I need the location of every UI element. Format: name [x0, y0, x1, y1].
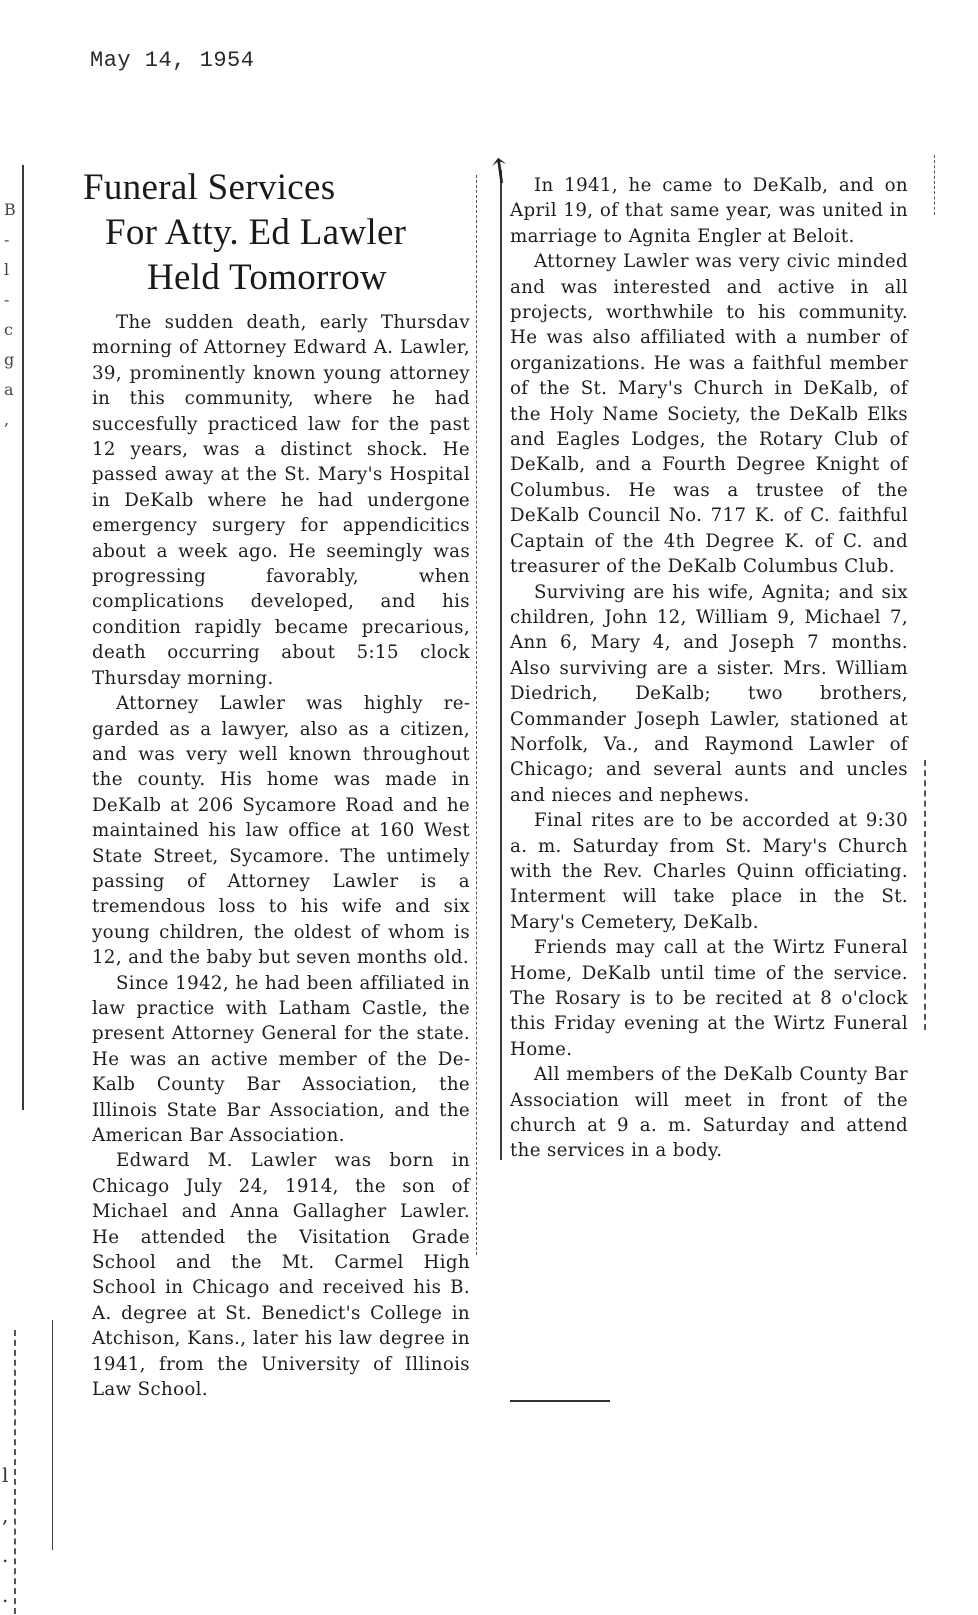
- article-paragraph: In 1941, he came to DeKalb, and on April 19, of that same year, was united in marriage to Agnita Engler at Beloit.: [510, 175, 908, 247]
- article-paragraph: The sudden death, early Thursdav morning of Attorney Edward A. Lawler, 39, prominently known young attorney in this community, where he had succesfully practiced law for the past 12 years, was a distinct shock. He passed away at the St. Mary's Hospital in DeKalb where he had undergone emergency surgery for appendicitics about a week ago. He seemingly was progressing favorably, when complications developed, and his condition rapidly became precarious, death occurring about 5:15 clock Thursday morning.: [92, 312, 470, 689]
- pen-mark-icon: ↑: [483, 150, 518, 194]
- fragment-char: ,: [4, 410, 10, 429]
- fragment-char: a: [4, 380, 14, 399]
- article-paragraph: Final rites are to be accorded at 9:30 a. m. Saturday from St. Mary's Church with the Rev. Charles Quinn officiating. Interment will take place in the St. Mary's Cemetery, DeKalb.: [510, 810, 908, 933]
- fragment-char: B: [4, 200, 16, 219]
- adjacent-column-fragments: [4, 195, 24, 435]
- headline-line-3: Held Tomorrow: [147, 257, 388, 298]
- article-end-rule: [510, 1400, 610, 1402]
- article-paragraph: Attorney Lawler was very civic minded and was interested and active in all projects, worthwhile to his community. He was also affiliated with a number of organizations. He was a faithful member of the St. Mary's Church in DeKalb, of the Holy Name Society, the DeKalb Elks and Eagles Lodges, the Rotary Club of DeKalb, and a Fourth Degree Knight of Columbus. He was a trustee of the DeKalb Council No. 717 K. of C. faithful Captain of the 4th Degree K. of C. and treasurer of the DeKalb Columbus Club.: [510, 251, 908, 578]
- column-rule-left-edge: [22, 165, 24, 1110]
- fragment-char: .: [2, 1543, 9, 1567]
- article-paragraph: All members of the DeKalb County Bar Association will meet in front of the church at 9 a. m. Saturday and attend the services in a body.: [510, 1064, 908, 1162]
- fragment-char: l: [4, 260, 10, 279]
- column-rule-left-lower: [14, 1330, 16, 1614]
- adjacent-column-fragments-lower: [2, 1455, 22, 1615]
- headline-line-2: For Atty. Ed Lawler: [105, 212, 407, 253]
- fragment-char: -: [4, 290, 10, 309]
- article-paragraph: Friends may call at the Wirtz Funeral Home, DeKalb until time of the service. The Rosary is to be recited at 8 o'clock this Friday evening at the Wirtz Funeral Home.: [510, 937, 908, 1060]
- fragment-char: c: [4, 320, 13, 339]
- clipping-date: May 14, 1954: [90, 48, 255, 73]
- column-rule-right: [934, 155, 935, 215]
- fragment-char: .: [2, 1583, 9, 1607]
- column-rule-right-lower: [924, 760, 926, 1030]
- fragment-char: ,: [2, 1503, 9, 1527]
- headline-line-1: Funeral Services: [83, 167, 336, 208]
- headline: [75, 165, 470, 300]
- article-column-right: [510, 173, 908, 1164]
- article-column-left: [92, 310, 470, 1402]
- column-rule-middle-b: [500, 170, 502, 1160]
- column-rule-middle-a: [476, 175, 477, 1255]
- fragment-char: -: [4, 230, 10, 249]
- fragment-char: l: [2, 1463, 9, 1487]
- article-paragraph: Surviving are his wife, Agnita; and six children, John 12, William 9, Michael 7, Ann 6, Mary 4, and Joseph 7 months. Also surviving are a sister. Mrs. William Diedrich, DeKalb; two brothers, Commander Joseph Lawler, stationed at Norfolk, Va., and Raymond Lawler of Chicago; and several aunts and uncles and nieces and nephews.: [510, 581, 908, 806]
- article-paragraph: Since 1942, he had been affiliated in law practice with Latham Castle, the present Attorney General for the state. He was an active member of the DeKalb County Bar Association, the Illinois State Bar Association, and the American Bar Association.: [92, 972, 470, 1146]
- article-paragraph: Attorney Lawler was highly regarded as a lawyer, also as a citizen, and was very well known throughout the county. His home was made in DeKalb at 206 Sycamore Road and he maintained his law office at 160 West State Street, Sycamore. The untimely passing of Attorney Lawler is a tremendous loss to his wife and six young children, the oldest of whom is 12, and the baby but seven months old.: [92, 693, 470, 969]
- column-rule-left-inner: [52, 1320, 53, 1550]
- article-paragraph: Edward M. Lawler was born in Chicago July 24, 1914, the son of Michael and Anna Gallagher Lawler. He attended the Visitation Grade School and the Mt. Carmel High School in Chicago and received his B. A. degree at St. Benedict's College in Atchison, Kans., later his law degree in 1941, from the University of Illinois Law School.: [92, 1150, 470, 1401]
- fragment-char: g: [4, 350, 15, 369]
